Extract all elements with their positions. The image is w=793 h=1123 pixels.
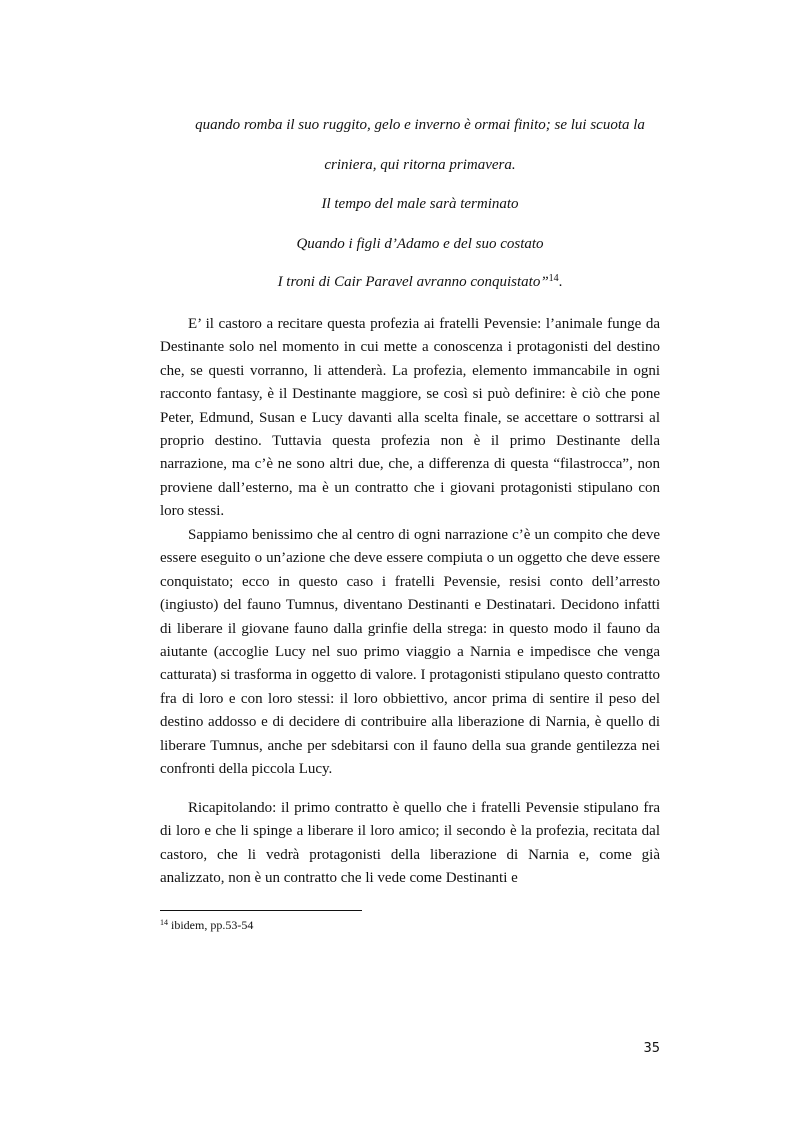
footnote (160, 917, 253, 933)
footnote-reference[interactable]: 14 (548, 273, 559, 284)
verse-line-4: Quando i figli d’Adamo e del suo costato (296, 236, 544, 252)
paragraph-2: Sappiamo benissimo che al centro di ogni narrazione c’è un compito che deve essere eseguito o un’azione che deve essere compiuta o un oggetto che deve essere conquistato; ecco in questo caso i fratelli Pevensie, resisi conto dell’arresto (ingiusto) del fauno Tumnus, diventano Destinanti e Destinatari. Decidono infatti di liberare il giovane fauno dalla grinfie della strega: in questo modo il fauno da aiutante (accoglie Lucy nel suo primo viaggio a Narnia e impedisce che venga catturata) si trasforma in oggetto di valore. I protagonisti stipulano questo contratto fra di loro e con loro stessi: il loro obbiettivo, ancor prima di sentire il peso del destino addosso e di decidere di contribuire alla liberazione di Narnia, è quello di liberare Tumnus, anche per sdebitarsi con il fauno della sua grande gentilezza nei confronti della piccola Lucy. (160, 527, 660, 778)
verse-line-1: quando romba il suo ruggito, gelo e inverno è ormai finito; se lui scuota la (195, 117, 645, 133)
paragraph-3: Ricapitolando: il primo contratto è quello che i fratelli Pevensie stipulano fra di loro e che li spinge a liberare il loro amico; il secondo è la profezia, recitata dal castoro, che li vedrà protagonisti della liberazione di Narnia e, come già analizzato, non è un contratto che li vede come Destinanti e (160, 800, 660, 887)
page-number: 35 (643, 1041, 660, 1056)
footnote-text: ibidem, pp.53-54 (171, 918, 254, 932)
footnote-number: 14 (160, 918, 168, 927)
paragraph-1: E’ il castoro a recitare questa profezia ai fratelli Pevensie: l’animale funge da Destinante solo nel momento in cui mette a conoscenza i protagonisti del destino che, se questi vorranno, li attenderà. La profezia, elemento immancabile in ogni racconto fantasy, è il Destinante maggiore, se così si può definire: è ciò che pone Peter, Edmund, Susan e Lucy davanti alla scelta finale, se accettare o sottrarsi al proprio destino. Tuttavia questa profezia non è il primo Destinante della narrazione, ma c’è ne sono altri due, che, a differenza di questa “filastrocca”, non proviene dall’esterno, ma è un contratto che i giovani protagonisti stipulano con loro stessi. (160, 316, 660, 520)
verse-line-2: criniera, qui ritorna primavera. (324, 157, 516, 173)
verse-line-5 (140, 272, 700, 292)
footnote-separator (160, 910, 362, 911)
verse-line-5-punct: . (558, 274, 563, 290)
verse-line-5-text: I troni di Cair Paravel avranno conquistato” (277, 274, 549, 290)
verse-line-3: Il tempo del male sarà terminato (321, 196, 519, 212)
